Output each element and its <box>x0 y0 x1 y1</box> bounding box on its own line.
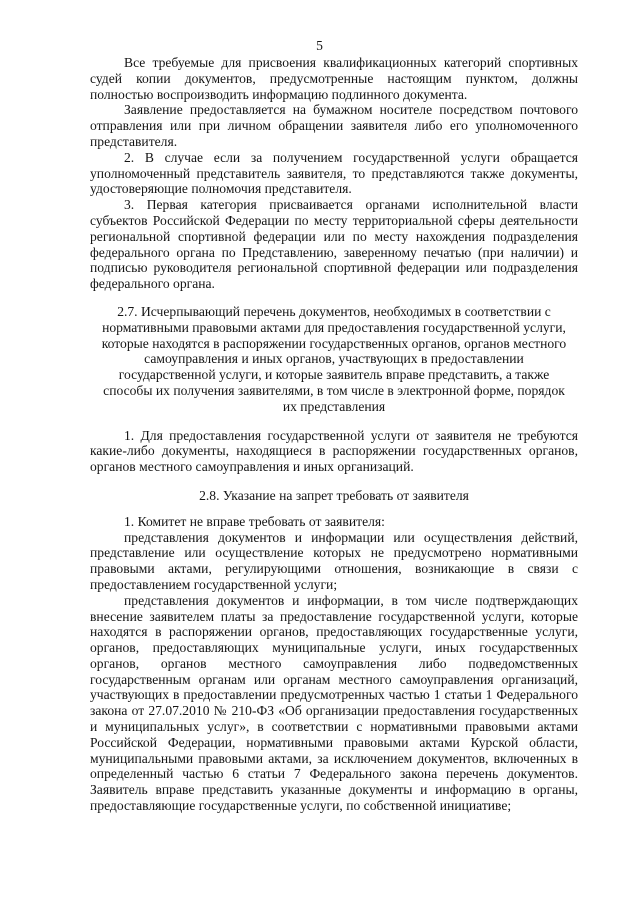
paragraph-committee-not-entitled: 1. Комитет не вправе требовать от заявителя: <box>124 513 385 529</box>
section-heading-2-7: 2.7. Исчерпывающий перечень документов, необходимых в соответствии с нормативными правовыми актами для предоставления государственной услуги, которые находятся в распоряжении государственных органов, органов местного самоуправления и иных органов, участвующих в предоставлении государственной услуги, и которые заявитель вправе представить, а также способы их получения заявителями, в том числе в электронной форме, порядок их представления <box>101 303 567 414</box>
section-heading-2-8: 2.8. Указание на запрет требовать от заявителя <box>199 487 469 503</box>
paragraph-first-category: 3. Первая категория присваивается органами исполнительной власти субъектов Российской Федерации по месту территориальной сферы деятельности региональной спортивной федерации или по месту нахождения подразделения федерального органа по Представлению, заверенному печатью (при наличии) и подписью руководителя региональной спортивной федерации или подразделения федерального органа. <box>90 197 578 292</box>
page-number: 5 <box>316 38 323 53</box>
paragraph-prohibition-unregulated-documents: представления документов и информации или осуществления действий, представление или осуществление которых не предусмотрено нормативными правовыми актами, регулирующими отношения, возникающие в связи с предоставлением государственной услуги; <box>90 529 578 592</box>
paragraph-copies-requirement: Все требуемые для присвоения квалификационных категорий спортивных судей копии документов, предусмотренные настоящим пунктом, должны полностью воспроизводить информацию подлинного документа. <box>90 55 578 102</box>
paragraph-no-documents-required: 1. Для предоставления государственной услуги от заявителя не требуются какие-либо документы, находящиеся в распоряжении государственных органов, органов местного самоуправления и иных организаций. <box>90 427 578 475</box>
paragraph-prohibition-held-documents: представления документов и информации, в том числе подтверждающих внесение заявителем платы за предоставление государственной услуги, которые находятся в распоряжении органов, предоставляющих государственные услуги, органов, предоставляющих муниципальные услуги, иных государственных органов, органов местного самоуправления либо подведомственных государственным органам или органам местного самоуправления организаций, участвующих в предоставлении предусмотренных частью 1 статьи 1 Федерального закона от 27.07.2010 № 210-ФЗ «Об организации предоставления государственных и муниципальных услуг», в соответствии с нормативными правовыми актами Российской Федерации, нормативными правовыми актами Курской области, муниципальными правовыми актами, за исключением документов, включенных в определенный частью 6 статьи 7 Федерального закона перечень документов. Заявитель вправе представить указанные документы и информацию в органы, предоставляющие государственные услуги, по собственной инициативе; <box>90 592 578 814</box>
paragraph-application-submission: Заявление предоставляется на бумажном носителе посредством почтового отправления или при личном обращении заявителя либо его уполномоченного представителя. <box>90 102 578 149</box>
paragraph-representative-documents: 2. В случае если за получением государственной услуги обращается уполномоченный представитель заявителя, то представляются также документы, удостоверяющие полномочия представителя. <box>90 149 578 197</box>
document-body <box>90 55 578 814</box>
